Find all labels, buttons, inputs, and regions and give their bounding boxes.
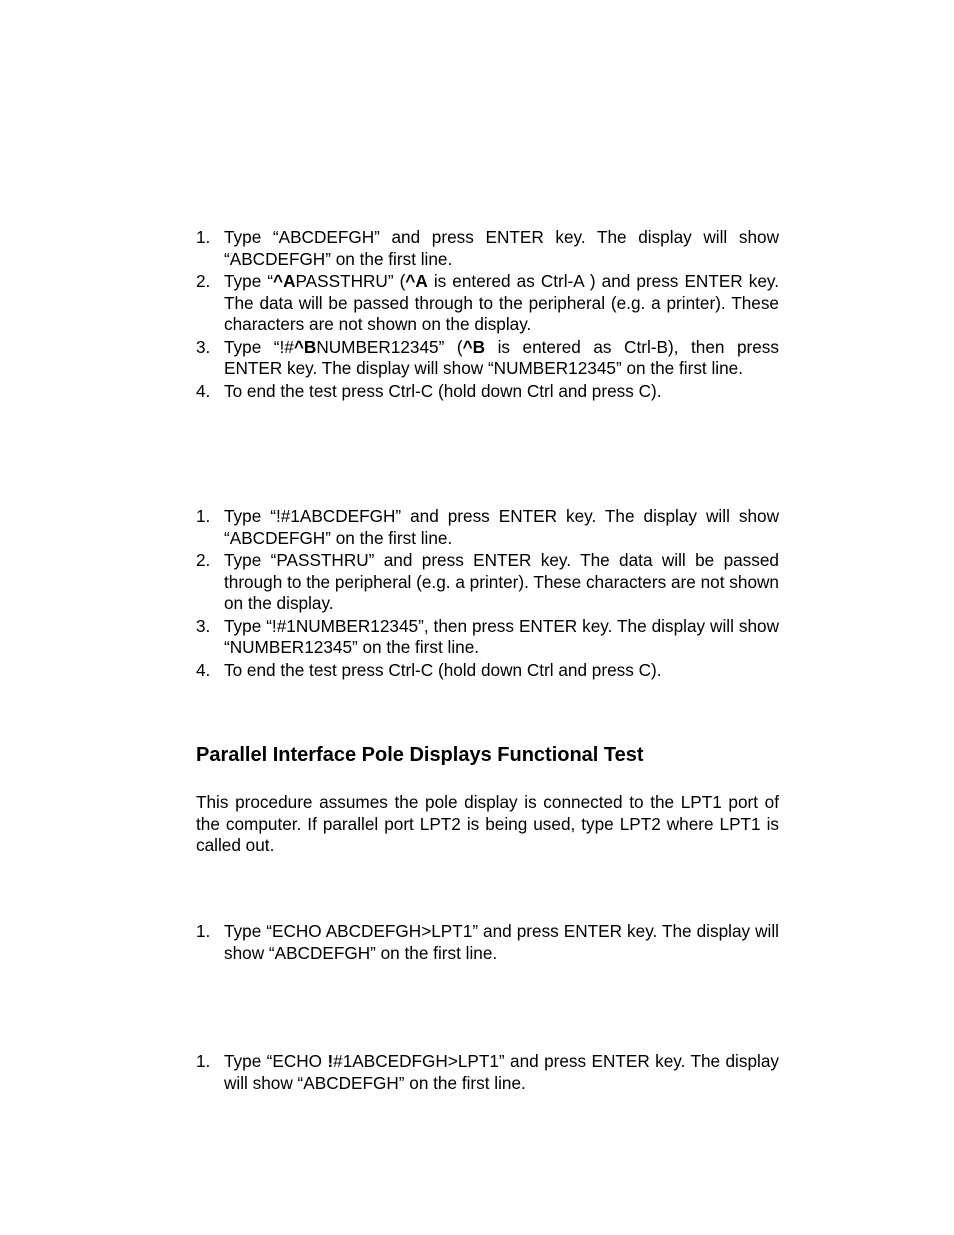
item-text: Type “ABCDEFGH” and press ENTER key. The display will show “ABCDEFGH” on the first line.	[224, 227, 779, 269]
section-heading: Parallel Interface Pole Displays Functional Test	[196, 744, 644, 766]
item-text-post: is entered as Ctrl-A ) and press ENTER key. The data will be passed through to the peripheral (e.g. a printer). These characters are not shown on the display.	[224, 271, 780, 334]
serial-test-steps-alt	[196, 506, 779, 681]
parallel-test-steps-alt	[196, 1051, 779, 1094]
list-item	[196, 550, 779, 615]
item-text-mid: NUMBER12345” (	[316, 336, 463, 357]
item-text: Type “PASSTHRU” and press ENTER key. The data will be passed through to the peripheral (e.g. a printer). These characters are not shown on the display.	[224, 550, 779, 613]
item-text-pre: Type “!#	[224, 336, 294, 357]
item-text: To end the test press Ctrl-C (hold down Ctrl and press C).	[224, 380, 662, 401]
item-number: 3.	[196, 336, 211, 357]
item-bold-ctrl-a: ^A	[273, 271, 296, 291]
item-text-mid: PASSTHRU” (	[295, 271, 406, 291]
list-item	[196, 921, 779, 964]
intro-paragraph: This procedure assumes the pole display is connected to the LPT1 port of the computer. If parallel port LPT2 is being used, type LPT2 where LPT1 is called out.	[196, 792, 779, 855]
list-item	[196, 337, 779, 380]
item-number: 1.	[196, 506, 211, 526]
list-item	[196, 660, 779, 682]
item-text-pre: Type “	[224, 271, 274, 291]
item-text: Type “!#1ABCDEFGH” and press ENTER key. The display will show “ABCDEFGH” on the first line.	[224, 506, 779, 548]
item-text: Type “ECHO ABCDEFGH>LPT1” and press ENTER key. The display will show “ABCDEFGH” on the first line.	[224, 921, 779, 963]
item-text: Type “!#1NUMBER12345”, then press ENTER key. The display will show “NUMBER12345” on the first line.	[224, 615, 779, 657]
item-number: 2.	[196, 550, 211, 570]
item-text: To end the test press Ctrl-C (hold down Ctrl and press C).	[224, 659, 662, 680]
item-number: 1.	[196, 1051, 211, 1071]
item-number: 4.	[196, 659, 211, 680]
item-bold-ctrl-a-note: ^A	[405, 271, 428, 291]
item-text-post: #1ABCEDFGH>LPT1” and press ENTER key. The display will show “ABCDEFGH” on the first line.	[224, 1051, 779, 1093]
item-number: 3.	[196, 615, 211, 636]
list-item	[196, 381, 779, 403]
item-bold-bang: !	[327, 1051, 334, 1071]
item-text-pre: Type “ECHO	[224, 1051, 328, 1071]
item-number: 1.	[196, 921, 211, 941]
item-bold-ctrl-b-note: ^B	[462, 336, 486, 357]
list-item	[196, 271, 779, 336]
list-item	[196, 1051, 779, 1094]
item-number: 4.	[196, 380, 211, 401]
item-number: 1.	[196, 227, 211, 247]
list-item	[196, 616, 779, 659]
list-item	[196, 227, 779, 270]
list-item	[196, 506, 779, 549]
parallel-test-steps	[196, 921, 779, 964]
item-bold-ctrl-b: ^B	[293, 336, 317, 357]
item-text-post: is entered as Ctrl-B), then press ENTER key. The display will show “NUMBER12345” on the first line.	[224, 336, 779, 378]
serial-test-steps	[196, 227, 779, 402]
item-number: 2.	[196, 271, 211, 291]
